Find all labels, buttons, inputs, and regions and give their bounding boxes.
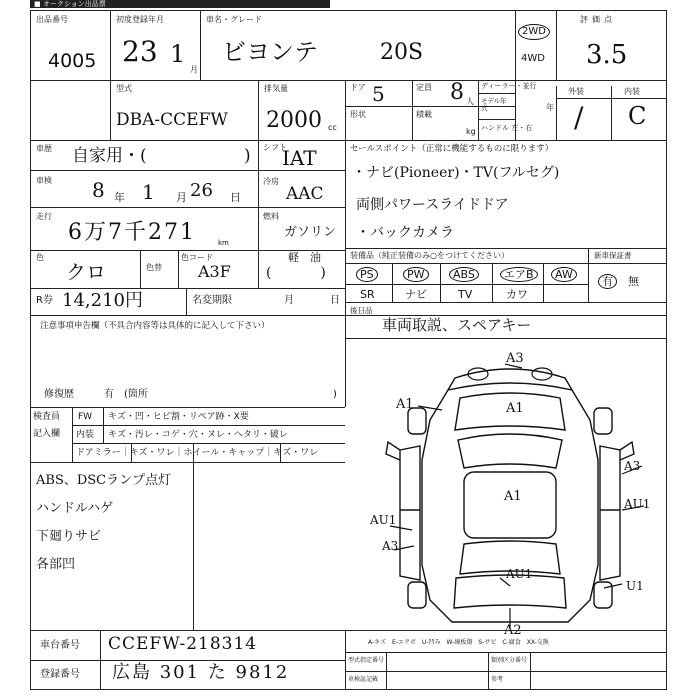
inspector-mirror-row: ドアミラー｜キズ・ワレ｜ホイール・キャップ｜キズ・ワレ [76,448,319,458]
warranty-label: 新車保証書 [594,251,632,260]
registration-number: 広島 301 た 9812 [112,662,290,683]
footer-row1-left: 型式指定番号 [348,657,385,664]
inspection-day-unit: 日 [230,191,241,204]
inspection-month-unit: 月 [176,191,187,204]
fuel-label: 燃料 [263,212,279,221]
sales-point-2: 両側パワースライドドア [356,197,509,213]
mark-right-front: A3 [624,459,641,473]
model-name-label: 車名・グレード [206,15,262,24]
displacement-value: 2000 [266,108,322,133]
recycle-expiry-label: 名変期限 [192,295,232,306]
caution-label: 注意事項申告欄（不具合内容等は具体的に記入して下さい） [40,321,270,331]
header-title: ■ オークション出品票 [34,0,106,8]
drive-4wd: 4WD [521,53,545,64]
inspector-fw-head: FW [78,412,93,422]
equipment-label: 装備品（純正装備のみ○をつけてください） [350,251,509,260]
wheel-front-right [594,408,612,434]
model-code-label: 型式 [116,84,132,93]
inspection-month: 1 [142,180,155,204]
inspection-year-unit: 年 [114,191,125,204]
inspection-day: 26 [190,180,213,201]
color-code: A3F [198,262,231,281]
mark-right-rear: U1 [626,579,644,593]
first-registration-label: 初度登録年月 [116,15,164,24]
inspector-interior-head: 内装 [76,430,95,440]
right-mirror [620,442,634,460]
inspector-label-1: 検査員 [33,412,61,422]
exterior-label: 外装 [568,87,584,96]
equip-navi[interactable]: ナビ [405,288,427,301]
equip-aw[interactable]: AW [551,267,577,282]
sales-points-label: セールスポイント（正常に機能するものに限ります） [350,144,554,154]
mileage-unit: km [218,239,229,247]
remark-1: ABS、DSCランプ点灯 [36,473,172,488]
front-bumper [448,369,572,390]
footer-row1-right: 類別区分番号 [491,657,528,664]
recycle-day-unit: 日 [330,295,340,306]
color-change-label: 色替 [146,263,162,272]
inspector-label-2: 記入欄 [33,429,61,439]
notes-label: 後日品 [350,306,373,315]
notes-value: 車両取説、スペアキー [382,316,532,334]
mileage-label: 走行 [36,212,52,221]
damage-legend: A-キズ E-エクボ U-凹み W-線板傷 S-サビ C-腐食 XX-交換 [368,639,549,646]
load-unit: kg [466,127,476,136]
model-year-unit: 年 [546,103,554,112]
first-registration-year: 23 [122,35,158,68]
usage-close: ) [244,146,251,166]
model-year-label: モデル年式 [481,97,507,113]
equip-leather[interactable]: カワ [506,288,528,301]
first-registration-month: 1 [170,40,186,68]
equip-tv[interactable]: TV [458,288,473,301]
repair-place: (箇所 [124,389,148,400]
evaluation-score: 3.5 [586,40,628,70]
right-side-panel [600,446,620,580]
remark-2: ハンドルハゲ [36,501,114,516]
interior-grade: C [628,102,647,130]
shift-label: シフト [263,143,287,152]
color-label: 色 [36,253,44,262]
drive-2wd: 2WD [518,24,550,40]
aircon-value: AAC [286,184,324,204]
registration-label: 登録番号 [40,669,80,680]
warranty-no[interactable]: 無 [628,275,639,288]
equip-abs[interactable]: ABS [449,267,479,282]
lot-label: 出品番号 [36,15,68,24]
color-value: クロ [66,260,106,284]
handle-label: ハンドル 左・右 [481,124,533,132]
equip-sr[interactable]: SR [360,288,375,301]
mark-rear-bumper: A2 [504,623,522,638]
aircon-label: 冷房 [263,177,279,186]
chassis-number: CCEFW-218314 [108,634,258,654]
first-registration-month-unit: 月 [190,65,198,74]
dealer-label: ディーラー・並行 [481,82,537,90]
interior-label: 内装 [624,87,640,96]
doors-value: 5 [372,82,385,106]
mark-front-bumper: A3 [506,351,524,366]
capacity-label: 定員 [416,83,432,92]
usage-value: 自家用・( [72,146,147,166]
recycle-month-unit: 月 [284,295,294,306]
model-code: DBA-CCEFW [116,110,228,130]
mark-right-door: AU1 [624,497,651,511]
model-grade: 20S [380,40,424,65]
lot-number: 4005 [48,50,97,72]
mark-rear-gate: AU1 [506,567,533,581]
footer-row2-right: 参考 [491,676,504,683]
mark-roof: A1 [504,489,522,504]
equip-ps[interactable]: PS [356,267,378,282]
warranty-yes[interactable]: 有 [598,274,617,289]
doors-label: ドア [350,83,366,92]
capacity-value: 8 [450,80,464,105]
footer-row2-left: 車検証記載 [348,676,379,683]
sales-point-3: ・バックカメラ [356,225,454,241]
inspection-label: 車検 [36,176,52,185]
roof-panel [464,472,556,538]
shift-value: IAT [282,146,317,170]
repair-label: 修復歴 [44,389,74,400]
left-side-panel [400,446,420,580]
body-outline [422,390,598,622]
recycle-value: 14,210円 [62,290,143,311]
mark-left-door: AU1 [370,513,397,527]
evaluation-label: 評価点 [580,15,616,24]
usage-label: 車歴 [36,144,52,153]
remark-4: 各部凹 [36,557,76,572]
remark-3: 下廻りサビ [36,529,102,544]
equip-airbag[interactable]: エアB [500,267,538,282]
shape-label: 形状 [350,110,366,119]
wheel-rear-right [594,582,612,608]
fuel-diesel: 軽 油 [288,251,321,264]
inspector-fw-items: キズ・凹・ヒビ割・リペア跡・X要 [108,412,249,422]
inspection-year: 8 [92,178,105,202]
fuel-value: ガソリン [284,225,337,240]
model-name: ビヨンテ [222,38,318,66]
repair-close: ) [333,389,337,400]
mileage-value: 6万7千271 [68,220,196,245]
repair-value: 有 [104,389,114,400]
recycle-label: R券 [36,295,53,306]
inspector-interior-items: キズ・汚レ・コゲ・穴・ヌレ・ヘタリ・破レ [108,430,288,440]
load-label: 積載 [416,110,432,119]
mark-left-front: A1 [396,397,414,412]
chassis-label: 車台番号 [40,640,80,651]
displacement-label: 排気量 [264,84,288,93]
fuel-paren: ( ) [266,265,326,281]
windshield [458,434,562,468]
capacity-unit: 人 [466,97,474,106]
sales-point-1: ・ナビ(Pioneer)・TV(フルセグ) [352,165,560,181]
wheel-rear-left [408,582,426,608]
color-code-label: 色コード [181,253,213,262]
left-mirror [386,442,400,460]
displacement-unit: cc [328,123,337,132]
mark-hood: A1 [506,401,524,416]
mark-left-rear: A3 [382,539,399,553]
exterior-grade: / [574,101,584,134]
equip-pw[interactable]: PW [403,267,429,282]
